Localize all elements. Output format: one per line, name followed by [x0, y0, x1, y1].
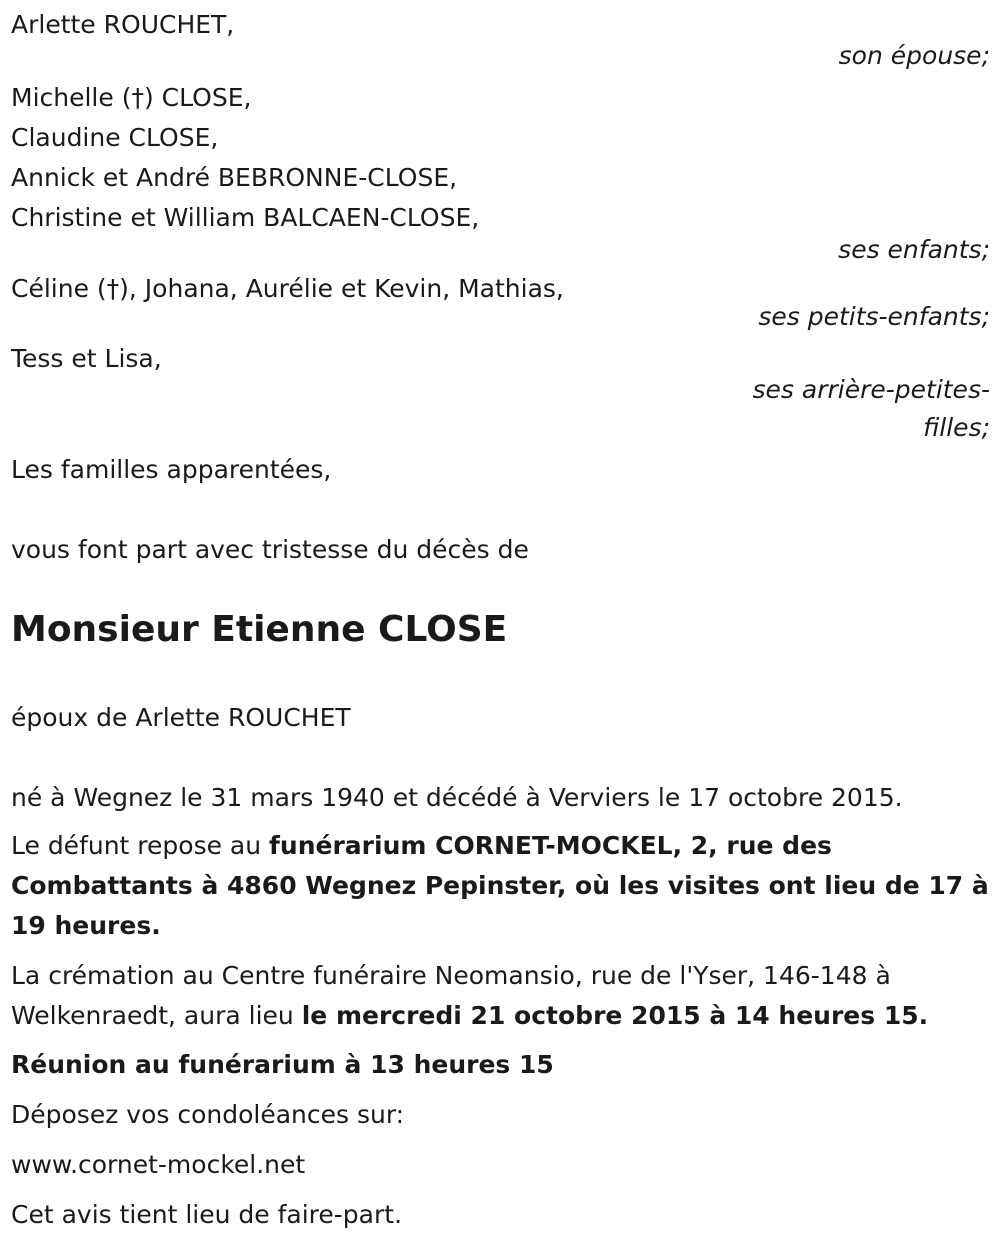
children-block	[11, 78, 990, 262]
spouse-name: Arlette ROUCHET,	[11, 10, 235, 39]
spouse-block	[11, 6, 990, 68]
resting-place-prefix: Le défunt repose au	[11, 831, 270, 860]
great-grandchildren-role-line1: ses arrière-petites-	[752, 375, 990, 404]
birth-death: né à Wegnez le 31 mars 1940 et décédé à Verviers le 17 octobre 2015.	[11, 783, 903, 812]
meeting-info: Réunion au funérarium à 13 heures 15	[11, 1050, 554, 1079]
spouse-of: époux de Arlette ROUCHET	[11, 703, 351, 732]
grandchildren-block	[11, 276, 990, 332]
spouse-role: son épouse;	[838, 41, 990, 70]
relatives: Les familles apparentées,	[11, 455, 332, 484]
website-link[interactable]: www.cornet-mockel.net	[11, 1150, 306, 1179]
grandchildren-role: ses petits-enfants;	[758, 302, 990, 331]
grandchildren-names: Céline (†), Johana, Aurélie et Kevin, Mathias,	[11, 274, 564, 303]
great-grandchildren-role-line2: filles;	[923, 413, 990, 442]
obituary-notice	[0, 6, 1000, 1229]
child-name: Claudine CLOSE,	[11, 123, 219, 152]
deceased-name: Monsieur Etienne CLOSE	[11, 609, 508, 650]
cremation	[11, 956, 990, 1036]
cremation-prefix: La crémation au Centre funéraire Neomansio, rue de l'Yser, 146-148 à Welkenraedt, aura lieu	[11, 961, 891, 1030]
resting-place	[11, 826, 990, 946]
child-name: Michelle (†) CLOSE,	[11, 83, 252, 112]
announcement-intro: vous font part avec tristesse du décès de	[11, 535, 529, 564]
children-role: ses enfants;	[838, 235, 990, 264]
child-name: Annick et André BEBRONNE-CLOSE,	[11, 163, 458, 192]
resting-place-details: funérarium CORNET-MOCKEL, 2, rue des Combattants à 4860 Wegnez Pepinster, où les visites ont lieu de 17 à 19 heures.	[11, 831, 989, 940]
closing-note: Cet avis tient lieu de faire-part.	[11, 1200, 403, 1229]
cremation-date: le mercredi 21 octobre 2015 à 14 heures 15.	[301, 1001, 929, 1030]
great-grandchildren-block	[11, 346, 990, 448]
child-name: Christine et William BALCAEN-CLOSE,	[11, 203, 480, 232]
great-grandchildren-names: Tess et Lisa,	[11, 344, 162, 373]
condolences-label: Déposez vos condoléances sur:	[11, 1100, 405, 1129]
